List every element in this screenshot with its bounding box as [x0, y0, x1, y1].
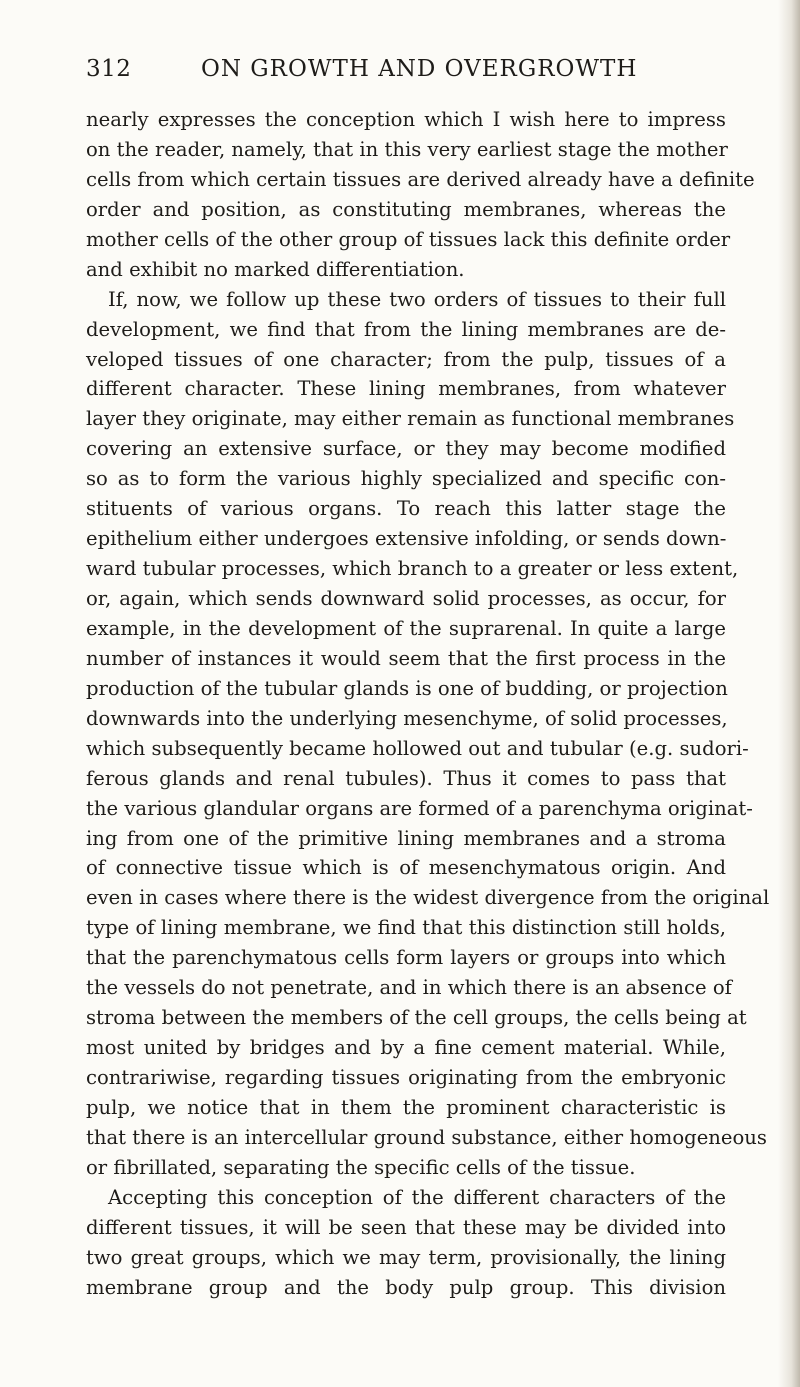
text-line: that the parenchymatous cells form layers or groups into which [86, 946, 726, 970]
text-line: example, in the development of the suprarenal. In quite a large [86, 616, 726, 640]
text-line: number of instances it would seem that the first process in the [86, 646, 726, 670]
text-line: mother cells of the other group of tissues lack this definite order [86, 227, 731, 251]
text-line: membrane group and the body pulp group. This division [86, 1275, 726, 1299]
text-line: even in cases where there is the widest divergence from the original [86, 886, 770, 910]
header-title: ON GROWTH AND OVERGROWTH [201, 56, 638, 82]
text-line: downwards into the underlying mesenchyme, of solid processes, [86, 706, 728, 730]
text-line: the various glandular organs are formed of a parenchyma originat- [86, 796, 753, 820]
text-line: which subsequently became hollowed out and tubular (e.g. sudori- [86, 736, 749, 760]
page-edge-shadow [778, 0, 800, 1387]
text-line: ing from one of the primitive lining membranes and a stroma [86, 826, 726, 850]
text-line: nearly expresses the conception which I wish here to impress [86, 108, 726, 131]
page-number: 312 [86, 56, 132, 82]
text-line: two great groups, which we may term, provisionally, the lining [86, 1245, 726, 1269]
text-line: or fibrillated, separating the specific cells of the tissue. [86, 1155, 636, 1179]
text-line: different character. These lining membranes, from whatever [86, 377, 726, 401]
running-head [86, 56, 726, 92]
text-line: that there is an intercellular ground substance, either homogeneous [86, 1125, 767, 1149]
text-line: ward tubular processes, which branch to a greater or less extent, [86, 557, 739, 581]
text-line: order and position, as constituting membranes, whereas the [86, 197, 726, 221]
text-line: cells from which certain tissues are derived already have a definite [86, 167, 755, 191]
text-line: type of lining membrane, we find that this distinction still holds, [86, 916, 726, 940]
text-line: Accepting this conception of the different characters of the [108, 1185, 726, 1209]
text-line: pulp, we notice that in them the prominent characteristic is [86, 1095, 726, 1119]
text-line: and exhibit no marked differentiation. [86, 257, 465, 281]
text-line: production of the tubular glands is one of budding, or projection [86, 676, 728, 700]
text-line: layer they originate, may either remain as functional membranes [86, 407, 735, 431]
text-line: If, now, we follow up these two orders of tissues to their full [108, 287, 726, 311]
text-line: development, we find that from the lining membranes are de- [86, 317, 726, 341]
text-line: of connective tissue which is of mesenchymatous origin. And [86, 856, 726, 880]
body-text [86, 105, 770, 1303]
text-line: so as to form the various highly specialized and specific con- [86, 467, 726, 491]
text-line: stroma between the members of the cell groups, the cells being at [86, 1006, 747, 1030]
text-line: covering an extensive surface, or they may become modified [86, 437, 726, 461]
text-line: contrariwise, regarding tissues originating from the embryonic [86, 1066, 726, 1089]
text-line: or, again, which sends downward solid processes, as occur, for [86, 587, 726, 610]
text-line: on the reader, namely, that in this very earliest stage the mother [86, 137, 728, 161]
text-line: stituents of various organs. To reach this latter stage the [86, 497, 726, 521]
text-line: epithelium either undergoes extensive infolding, or sends down- [86, 527, 727, 551]
text-line: veloped tissues of one character; from the pulp, tissues of a [86, 347, 726, 371]
text-line: most united by bridges and by a fine cement material. While, [86, 1036, 726, 1060]
text-line: ferous glands and renal tubules). Thus it comes to pass that [86, 766, 726, 790]
text-line: different tissues, it will be seen that these may be divided into [86, 1215, 726, 1239]
text-line: the vessels do not penetrate, and in which there is an absence of [86, 976, 732, 1000]
